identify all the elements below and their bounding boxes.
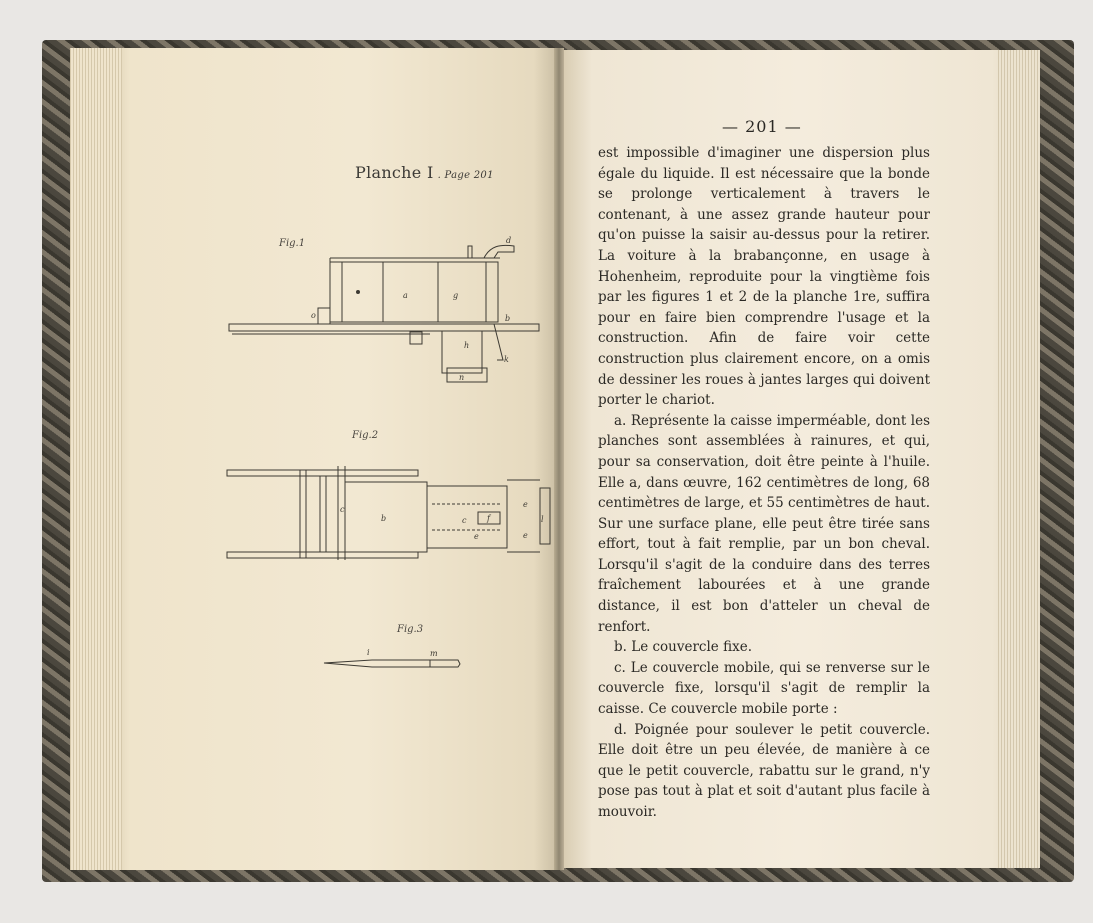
fig2-letter-e2: e <box>474 532 479 541</box>
fig2-letter-c1: c <box>340 505 345 514</box>
paragraph-d: d. Poignée pour soulever le petit couvercle. Elle doit être un peu élevée, de manière à ce que le petit couvercle, rabattu sur le grand, n'y pose pas tout à plat et soit d'autant plus facile à mouvoir. <box>598 721 930 820</box>
fig1-letter-k: k <box>504 355 509 364</box>
fig2-letter-l: l <box>541 515 544 524</box>
figure-2-drawing <box>227 466 550 560</box>
paragraph-a: a. Représente la caisse imperméable, dont les planches sont assemblées à rainures, et qui, pour sa conservation, doit être peinte à l'huile. Elle a, dans œuvre, 162 centimètres de long, 68 centimètres de large, et 55 centimètres de haut. Sur une surface plane, elle peut être tirée sans effort, tout à fait remplie, par un bon cheval. Lorsqu'il s'agit de la conduire dans des terres fraîchement labourées et à une grande distance, il est bon d'atteler un cheval de renfort. <box>598 412 930 635</box>
paragraph-continuation: est impossible d'imaginer une dispersion plus égale du liquide. Il est nécessaire que la bonde se prolonge verticalement à travers le contenant, à une assez grande hauteur pour qu'on puisse la saisir au-dessus pour la retirer. La voiture à la brabançonne, en usage à Hohenheim, reproduite pour la vingtième fois par les figures 1 et 2 de la planche 1re, suffira pour en faire bien comprendre l'usage et la construction. Afin de faire voir cette construction plus clairement encore, on a omis de dessiner les roues à jantes larges qui doivent porter le chariot. <box>598 145 930 409</box>
fig2-letter-e1: e <box>523 500 528 509</box>
fig1-letter-d: d <box>506 236 512 245</box>
fig1-letter-o: o <box>311 311 316 320</box>
fig1-letter-n: n <box>459 373 465 382</box>
paragraph-c: c. Le couvercle mobile, qui se renverse sur le couvercle fixe, lorsqu'il s'agit de remplir la caisse. Ce couvercle mobile porte : <box>598 659 930 718</box>
fig1-letter-h: h <box>464 341 470 350</box>
fig2-letter-c2: c <box>462 516 467 525</box>
figure-3-label: Fig.3 <box>397 624 424 635</box>
fig1-letter-b: b <box>505 314 511 323</box>
figure-1-label: Fig.1 <box>279 238 306 249</box>
fig2-letter-b: b <box>381 514 387 523</box>
plate-page-ref: . Page 201 <box>437 170 494 181</box>
fig1-letter-a: a <box>403 291 408 300</box>
fig2-letter-f: f <box>487 514 490 523</box>
fig2-letter-e3: e <box>523 531 528 540</box>
paragraph-b: b. Le couvercle fixe. <box>614 639 752 656</box>
plate-title-text: Planche I <box>355 163 434 182</box>
fig1-letter-g: g <box>453 291 459 300</box>
figure-1-drawing <box>229 236 539 382</box>
page-number: — 201 — <box>722 117 802 136</box>
fig3-letter-i: i <box>367 648 370 657</box>
page-text <box>598 143 930 823</box>
figure-3-drawing <box>324 648 460 667</box>
figure-2-label: Fig.2 <box>352 430 379 441</box>
fig3-letter-m: m <box>430 649 438 658</box>
